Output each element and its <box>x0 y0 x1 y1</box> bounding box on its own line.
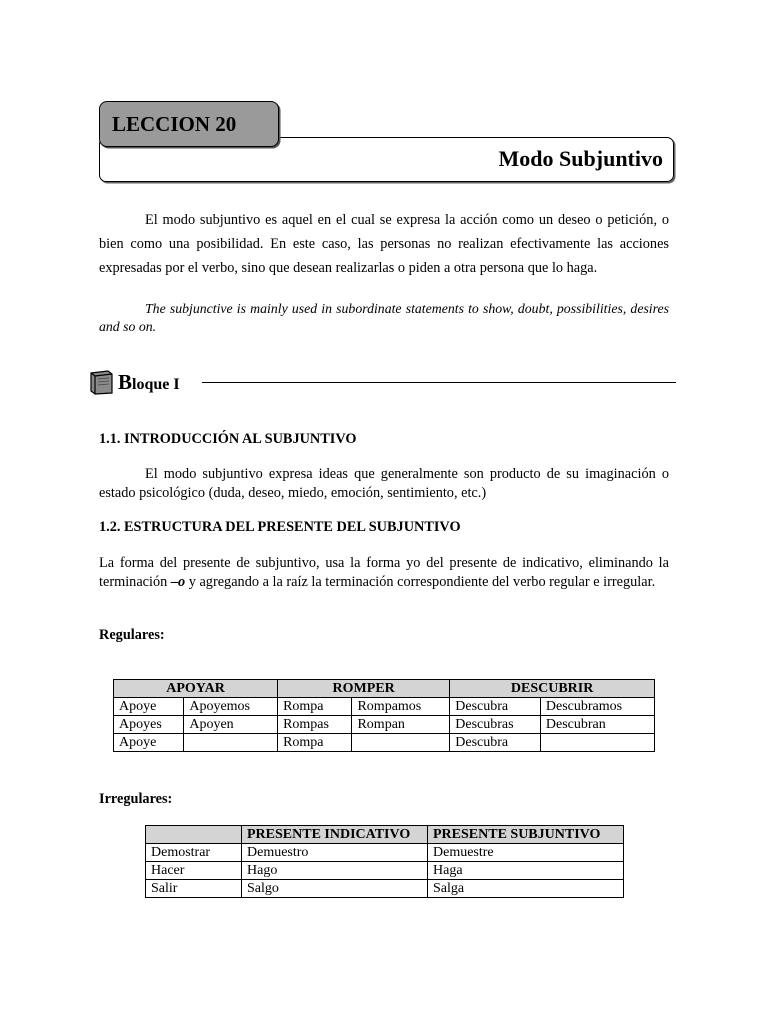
table-cell: Rompa <box>278 734 352 752</box>
table-cell: Descubras <box>450 716 541 734</box>
section-2-paragraph <box>99 554 669 591</box>
table-cell: Salgo <box>242 880 428 898</box>
table-row <box>146 880 624 898</box>
section-2-heading: 1.2. ESTRUCTURA DEL PRESENTE DEL SUBJUNTIVO <box>99 519 461 535</box>
bloque-initial: B <box>118 370 133 394</box>
column-header: APOYAR <box>114 680 278 698</box>
irregulares-label: Irregulares: <box>99 791 173 807</box>
lesson-title: Modo Subjuntivo <box>498 146 663 171</box>
table-cell: Hago <box>242 862 428 880</box>
table-cell: Demuestro <box>242 844 428 862</box>
column-header: DESCUBRIR <box>450 680 655 698</box>
section-1-paragraph: El modo subjuntivo expresa ideas que generalmente son producto de su imaginación o estado psicológico (duda, deseo, miedo, emoción, sentimiento, etc.) <box>99 466 669 501</box>
table-cell: Rompa <box>278 698 352 716</box>
table-cell: Demostrar <box>146 844 242 862</box>
table-cell: Haga <box>428 862 624 880</box>
table-cell: Descubran <box>540 716 654 734</box>
regulares-table <box>113 679 655 752</box>
bloque-label <box>118 369 180 398</box>
section-2-text-before: La forma del presente de subjuntivo, usa la forma yo del presente de indicativo, eliminando la terminación <box>99 555 669 590</box>
table-row <box>114 698 655 716</box>
english-note: The subjunctive is mainly used in subordinate statements to show, doubt, possibilities, desires and so on. <box>99 301 669 334</box>
table-header-row <box>114 680 655 698</box>
table-cell: Demuestre <box>428 844 624 862</box>
table-row <box>146 862 624 880</box>
column-header: ROMPER <box>278 680 450 698</box>
table-cell: Descubramos <box>540 698 654 716</box>
column-header <box>146 826 242 844</box>
book-icon <box>88 368 116 396</box>
table-cell <box>540 734 654 752</box>
regulares-label: Regulares: <box>99 627 165 643</box>
irregulares-table <box>145 825 624 898</box>
table-cell <box>352 734 450 752</box>
table-cell <box>184 734 278 752</box>
table-cell: Apoyes <box>114 716 184 734</box>
section-1-heading: 1.1. INTRODUCCIÓN AL SUBJUNTIVO <box>99 431 357 447</box>
intro-paragraph: El modo subjuntivo es aquel en el cual se expresa la acción como un deseo o petición, o bien como una posibilidad. En este caso, las personas no realizan efectivamente las acciones expresadas por el verbo, sino que desean realizarlas o piden a otra persona que lo haga. <box>99 212 669 276</box>
table-cell: Rompas <box>278 716 352 734</box>
table-cell: Hacer <box>146 862 242 880</box>
table-cell: Apoye <box>114 734 184 752</box>
table-cell: Rompan <box>352 716 450 734</box>
bloque-divider <box>202 382 676 383</box>
table-cell: Salir <box>146 880 242 898</box>
table-cell: Salga <box>428 880 624 898</box>
table-cell: Rompamos <box>352 698 450 716</box>
column-header: PRESENTE SUBJUNTIVO <box>428 826 624 844</box>
table-cell: Descubra <box>450 698 541 716</box>
lesson-number: LECCION 20 <box>112 112 237 136</box>
table-header-row <box>146 826 624 844</box>
bloque-rest: loque I <box>132 376 180 393</box>
table-cell: Apoyen <box>184 716 278 734</box>
table-cell: Apoye <box>114 698 184 716</box>
table-row <box>114 734 655 752</box>
table-cell: Descubra <box>450 734 541 752</box>
section-2-text-after: y agregando a la raíz la terminación correspondiente del verbo regular e irregular. <box>188 573 656 590</box>
table-row <box>146 844 624 862</box>
table-row <box>114 716 655 734</box>
table-cell: Apoyemos <box>184 698 278 716</box>
column-header: PRESENTE INDICATIVO <box>242 826 428 844</box>
ending-o: –o <box>170 573 186 590</box>
